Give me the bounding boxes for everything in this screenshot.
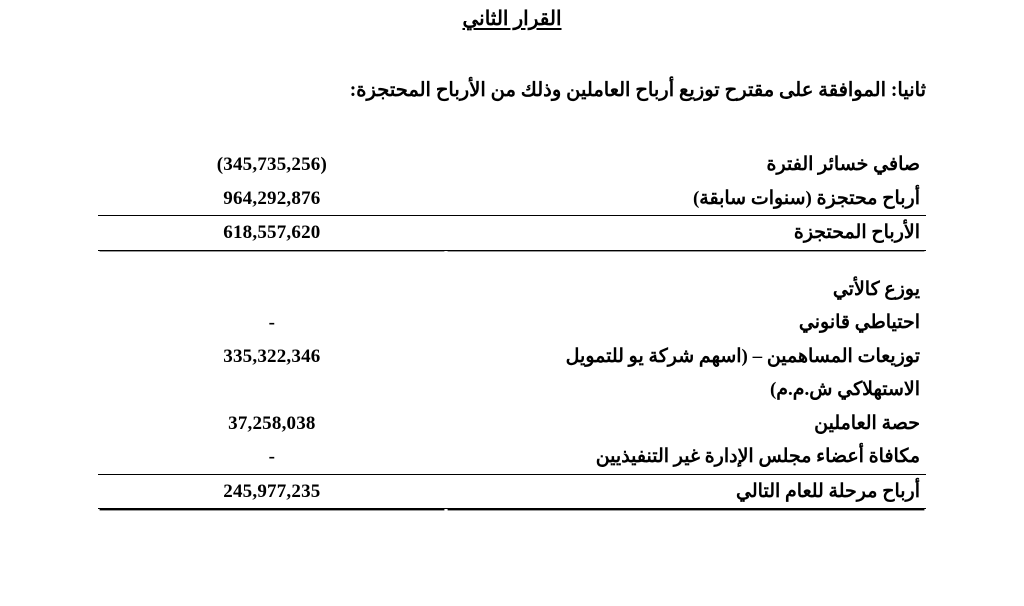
row-label: صافي خسائر الفترة	[766, 154, 920, 175]
page-title	[0, 6, 1024, 31]
table-row-continuation	[98, 373, 926, 407]
row-label: توزيعات المساهمين – (اسهم شركة يو للتمويل	[565, 345, 920, 367]
table-row	[98, 340, 926, 374]
table-row	[98, 440, 926, 474]
table-row-total	[98, 474, 926, 509]
row-label: الأرباح المحتجزة	[446, 216, 926, 251]
row-label: أرباح مرحلة للعام التالي	[446, 474, 926, 509]
financial-table-wrapper	[98, 148, 926, 509]
financial-table	[98, 148, 926, 509]
table-row	[98, 407, 926, 441]
row-value: 335,322,346	[223, 345, 321, 367]
table-row-total	[98, 216, 926, 251]
row-value: 964,292,876	[223, 187, 321, 209]
row-value: 618,557,620	[98, 216, 446, 251]
table-row	[98, 273, 926, 307]
row-value	[98, 373, 446, 407]
row-label: الاستهلاكي ش.م.م)	[769, 379, 920, 401]
row-value: -	[268, 446, 276, 468]
row-label: حصة العاملين	[814, 412, 920, 434]
row-value: (345,735,256)	[216, 154, 328, 175]
table-row	[98, 306, 926, 340]
spacer-cell	[446, 250, 926, 273]
row-value: -	[268, 312, 276, 334]
page-title-text: القرار الثاني	[462, 8, 562, 30]
spacer-cell	[98, 250, 446, 273]
row-label: مكافاة أعضاء مجلس الإدارة غير التنفيذيين	[595, 446, 920, 468]
row-value: 37,258,038	[228, 412, 316, 434]
row-value: 245,977,235	[98, 474, 446, 509]
row-value	[98, 273, 446, 307]
table-spacer	[98, 250, 926, 273]
row-label: احتياطي قانوني	[798, 312, 920, 334]
table-row	[98, 148, 926, 182]
row-label: يوزع كالأتي	[832, 278, 920, 300]
table-row	[98, 182, 926, 216]
intro-paragraph: ثانيا: الموافقة على مقترح توزيع أرباح العاملين وذلك من الأرباح المحتجزة:	[349, 80, 926, 101]
row-label: أرباح محتجزة (سنوات سابقة)	[692, 187, 920, 209]
